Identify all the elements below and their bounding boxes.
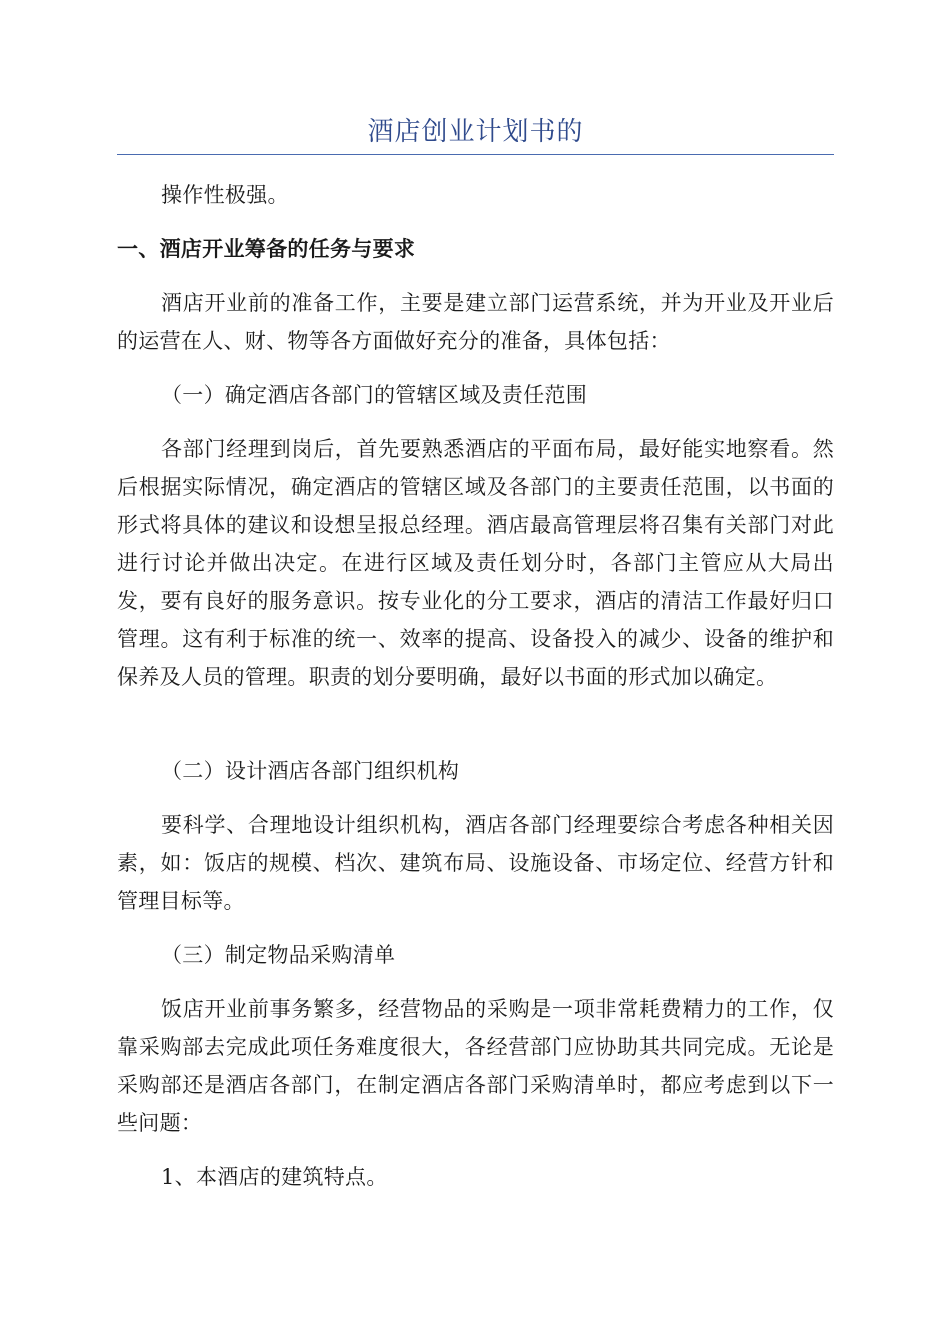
section-1-paragraph: 酒店开业前的准备工作，主要是建立部门运营系统，并为开业及开业后的运营在人、财、物等各方面做好充分的准备，具体包括： bbox=[117, 291, 834, 353]
subsection-3-paragraph: 饭店开业前事务繁多，经营物品的采购是一项非常耗费精力的工作，仅靠采购部去完成此项任务难度很大，各经营部门应协助其共同完成。无论是采购部还是酒店各部门，在制定酒店各部门采购清单时，都应考虑到以下一些问题： bbox=[117, 997, 834, 1135]
section-heading-1: 一、酒店开业筹备的任务与要求 bbox=[117, 237, 416, 261]
subsection-heading-1: （一）确定酒店各部门的管辖区域及责任范围 bbox=[161, 383, 587, 407]
list-item-1: 1、本酒店的建筑特点。 bbox=[161, 1165, 388, 1189]
document-title: 酒店创业计划书的 bbox=[367, 117, 584, 147]
title-underline bbox=[117, 154, 834, 155]
subsection-heading-3: （三）制定物品采购清单 bbox=[161, 943, 396, 967]
subsection-2-paragraph: 要科学、合理地设计组织机构，酒店各部门经理要综合考虑各种相关因素，如：饭店的规模、档次、建筑布局、设施设备、市场定位、经营方针和管理目标等。 bbox=[117, 813, 834, 913]
subsection-1-paragraph: 各部门经理到岗后，首先要熟悉酒店的平面布局，最好能实地察看。然后根据实际情况，确定酒店的管辖区域及各部门的主要责任范围，以书面的形式将具体的建议和设想呈报总经理。酒店最高管理层将召集有关部门对此进行讨论并做出决定。在进行区域及责任划分时，各部门主管应从大局出发，要有良好的服务意识。按专业化的分工要求，酒店的清洁工作最好归口管理。这有利于标准的统一、效率的提高、设备投入的减少、设备的维护和保养及人员的管理。职责的划分要明确，最好以书面的形式加以确定。 bbox=[117, 437, 834, 689]
subsection-heading-2: （二）设计酒店各部门组织机构 bbox=[161, 759, 460, 783]
intro-paragraph: 操作性极强。 bbox=[161, 183, 289, 207]
